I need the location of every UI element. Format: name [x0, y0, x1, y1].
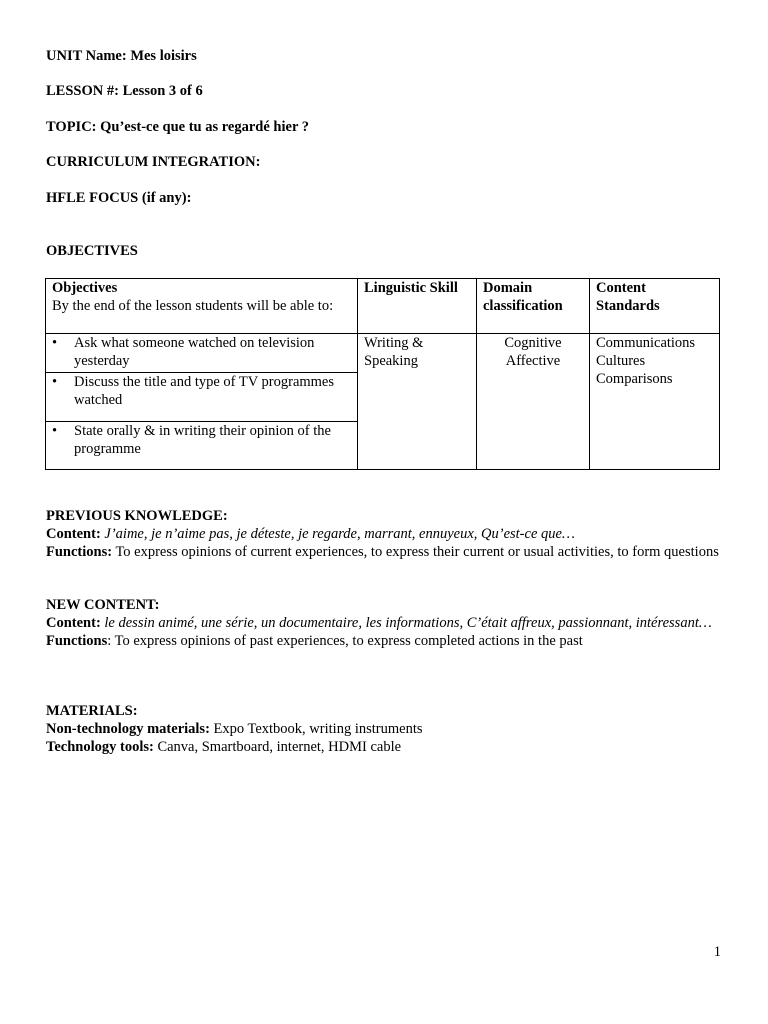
standards-title-line2: Standards: [596, 298, 660, 314]
new-content-line: [46, 614, 726, 632]
list-item: [46, 334, 357, 372]
unit-value: Mes loisirs: [130, 48, 197, 64]
bullet-icon: •: [52, 374, 58, 390]
objectives-column-subtitle: By the end of the lesson students will be able to:: [52, 298, 334, 314]
topic-label: TOPIC:: [46, 119, 97, 135]
bullet-icon: •: [52, 423, 58, 439]
linguistic-skill-cell: [358, 334, 477, 470]
domain-classification-cell: [477, 334, 590, 470]
new-content-text: le dessin animé, une série, un documentaire, les informations, C’était affreux, passionnant, intéressant…: [104, 615, 712, 631]
skill-line2: Speaking: [364, 353, 418, 369]
lesson-line: [46, 82, 203, 100]
tech-tools-text: Canva, Smartboard, internet, HDMI cable: [157, 739, 402, 755]
nontech-materials-label: Non-technology materials:: [46, 721, 210, 737]
standard-item: Cultures: [596, 353, 646, 369]
objective-text: State orally & in writing their opinion of the programme: [74, 423, 331, 457]
curriculum-integration-line: [46, 153, 260, 171]
objectives-header-cell: [46, 279, 358, 334]
new-content-heading: NEW CONTENT:: [46, 597, 160, 613]
linguistic-skill-column-title: Linguistic Skill: [364, 280, 458, 296]
nontech-materials-text: Expo Textbook, writing instruments: [213, 721, 423, 737]
objectives-heading: OBJECTIVES: [46, 243, 138, 259]
lesson-value: Lesson 3 of 6: [122, 83, 203, 99]
hfle-label: HFLE FOCUS (if any):: [46, 190, 192, 206]
unit-name-line: [46, 47, 197, 65]
new-content-section: [46, 596, 726, 650]
previous-functions-text: To express opinions of current experiences, to express their current or usual activities, to form questions: [115, 544, 719, 560]
table-header-row: [46, 279, 720, 334]
new-content-label: Content:: [46, 615, 101, 631]
objectives-list-cell: [46, 334, 358, 470]
content-standards-header-cell: [590, 279, 720, 334]
previous-functions-label: Functions:: [46, 544, 113, 560]
materials-section: [46, 702, 726, 756]
materials-heading: MATERIALS:: [46, 703, 138, 719]
tech-tools-line: [46, 738, 726, 756]
previous-knowledge-section: [46, 507, 726, 561]
tech-tools-label: Technology tools:: [46, 739, 154, 755]
domain-title-line1: Domain: [483, 280, 533, 296]
domain-line2: Affective: [505, 353, 561, 369]
domain-title-line2: classification: [483, 298, 563, 314]
hfle-focus-line: [46, 189, 191, 207]
nontech-materials-line: [46, 720, 726, 738]
new-functions-label: Functions: [46, 633, 108, 649]
skill-line1: Writing &: [364, 335, 424, 351]
new-functions-text: : To express opinions of past experiences, to express completed actions in the past: [107, 633, 583, 649]
previous-functions-line: [46, 543, 726, 561]
content-standards-cell: [590, 334, 720, 470]
previous-content-label: Content:: [46, 526, 101, 542]
topic-value: Qu’est-ce que tu as regardé hier ?: [100, 119, 310, 135]
curriculum-label: CURRICULUM INTEGRATION:: [46, 154, 261, 170]
objectives-table: [45, 278, 720, 470]
list-item: [46, 421, 357, 469]
bullet-icon: •: [52, 335, 58, 351]
objective-text: Ask what someone watched on television yesterday: [74, 335, 315, 369]
objectives-column-title: Objectives: [52, 280, 118, 296]
standard-item: Communications: [596, 335, 696, 351]
unit-label: UNIT Name:: [46, 48, 127, 64]
previous-content-line: [46, 525, 726, 543]
objective-text: Discuss the title and type of TV programmes watched: [74, 374, 335, 408]
previous-knowledge-heading: PREVIOUS KNOWLEDGE:: [46, 508, 228, 524]
standards-title-line1: Content: [596, 280, 646, 296]
previous-content-text: J’aime, je n’aime pas, je déteste, je regarde, marrant, ennuyeux, Qu’est-ce que…: [104, 526, 575, 542]
objectives-list: [46, 334, 357, 469]
lesson-label: LESSON #:: [46, 83, 119, 99]
domain-line1: Cognitive: [504, 335, 562, 351]
topic-line: [46, 118, 309, 136]
new-functions-line: [46, 632, 726, 650]
linguistic-skill-header-cell: [358, 279, 477, 334]
standard-item: Comparisons: [596, 371, 673, 387]
table-body-row: [46, 334, 720, 470]
list-item: [46, 372, 357, 421]
page-number: 1: [713, 944, 721, 960]
domain-header-cell: [477, 279, 590, 334]
